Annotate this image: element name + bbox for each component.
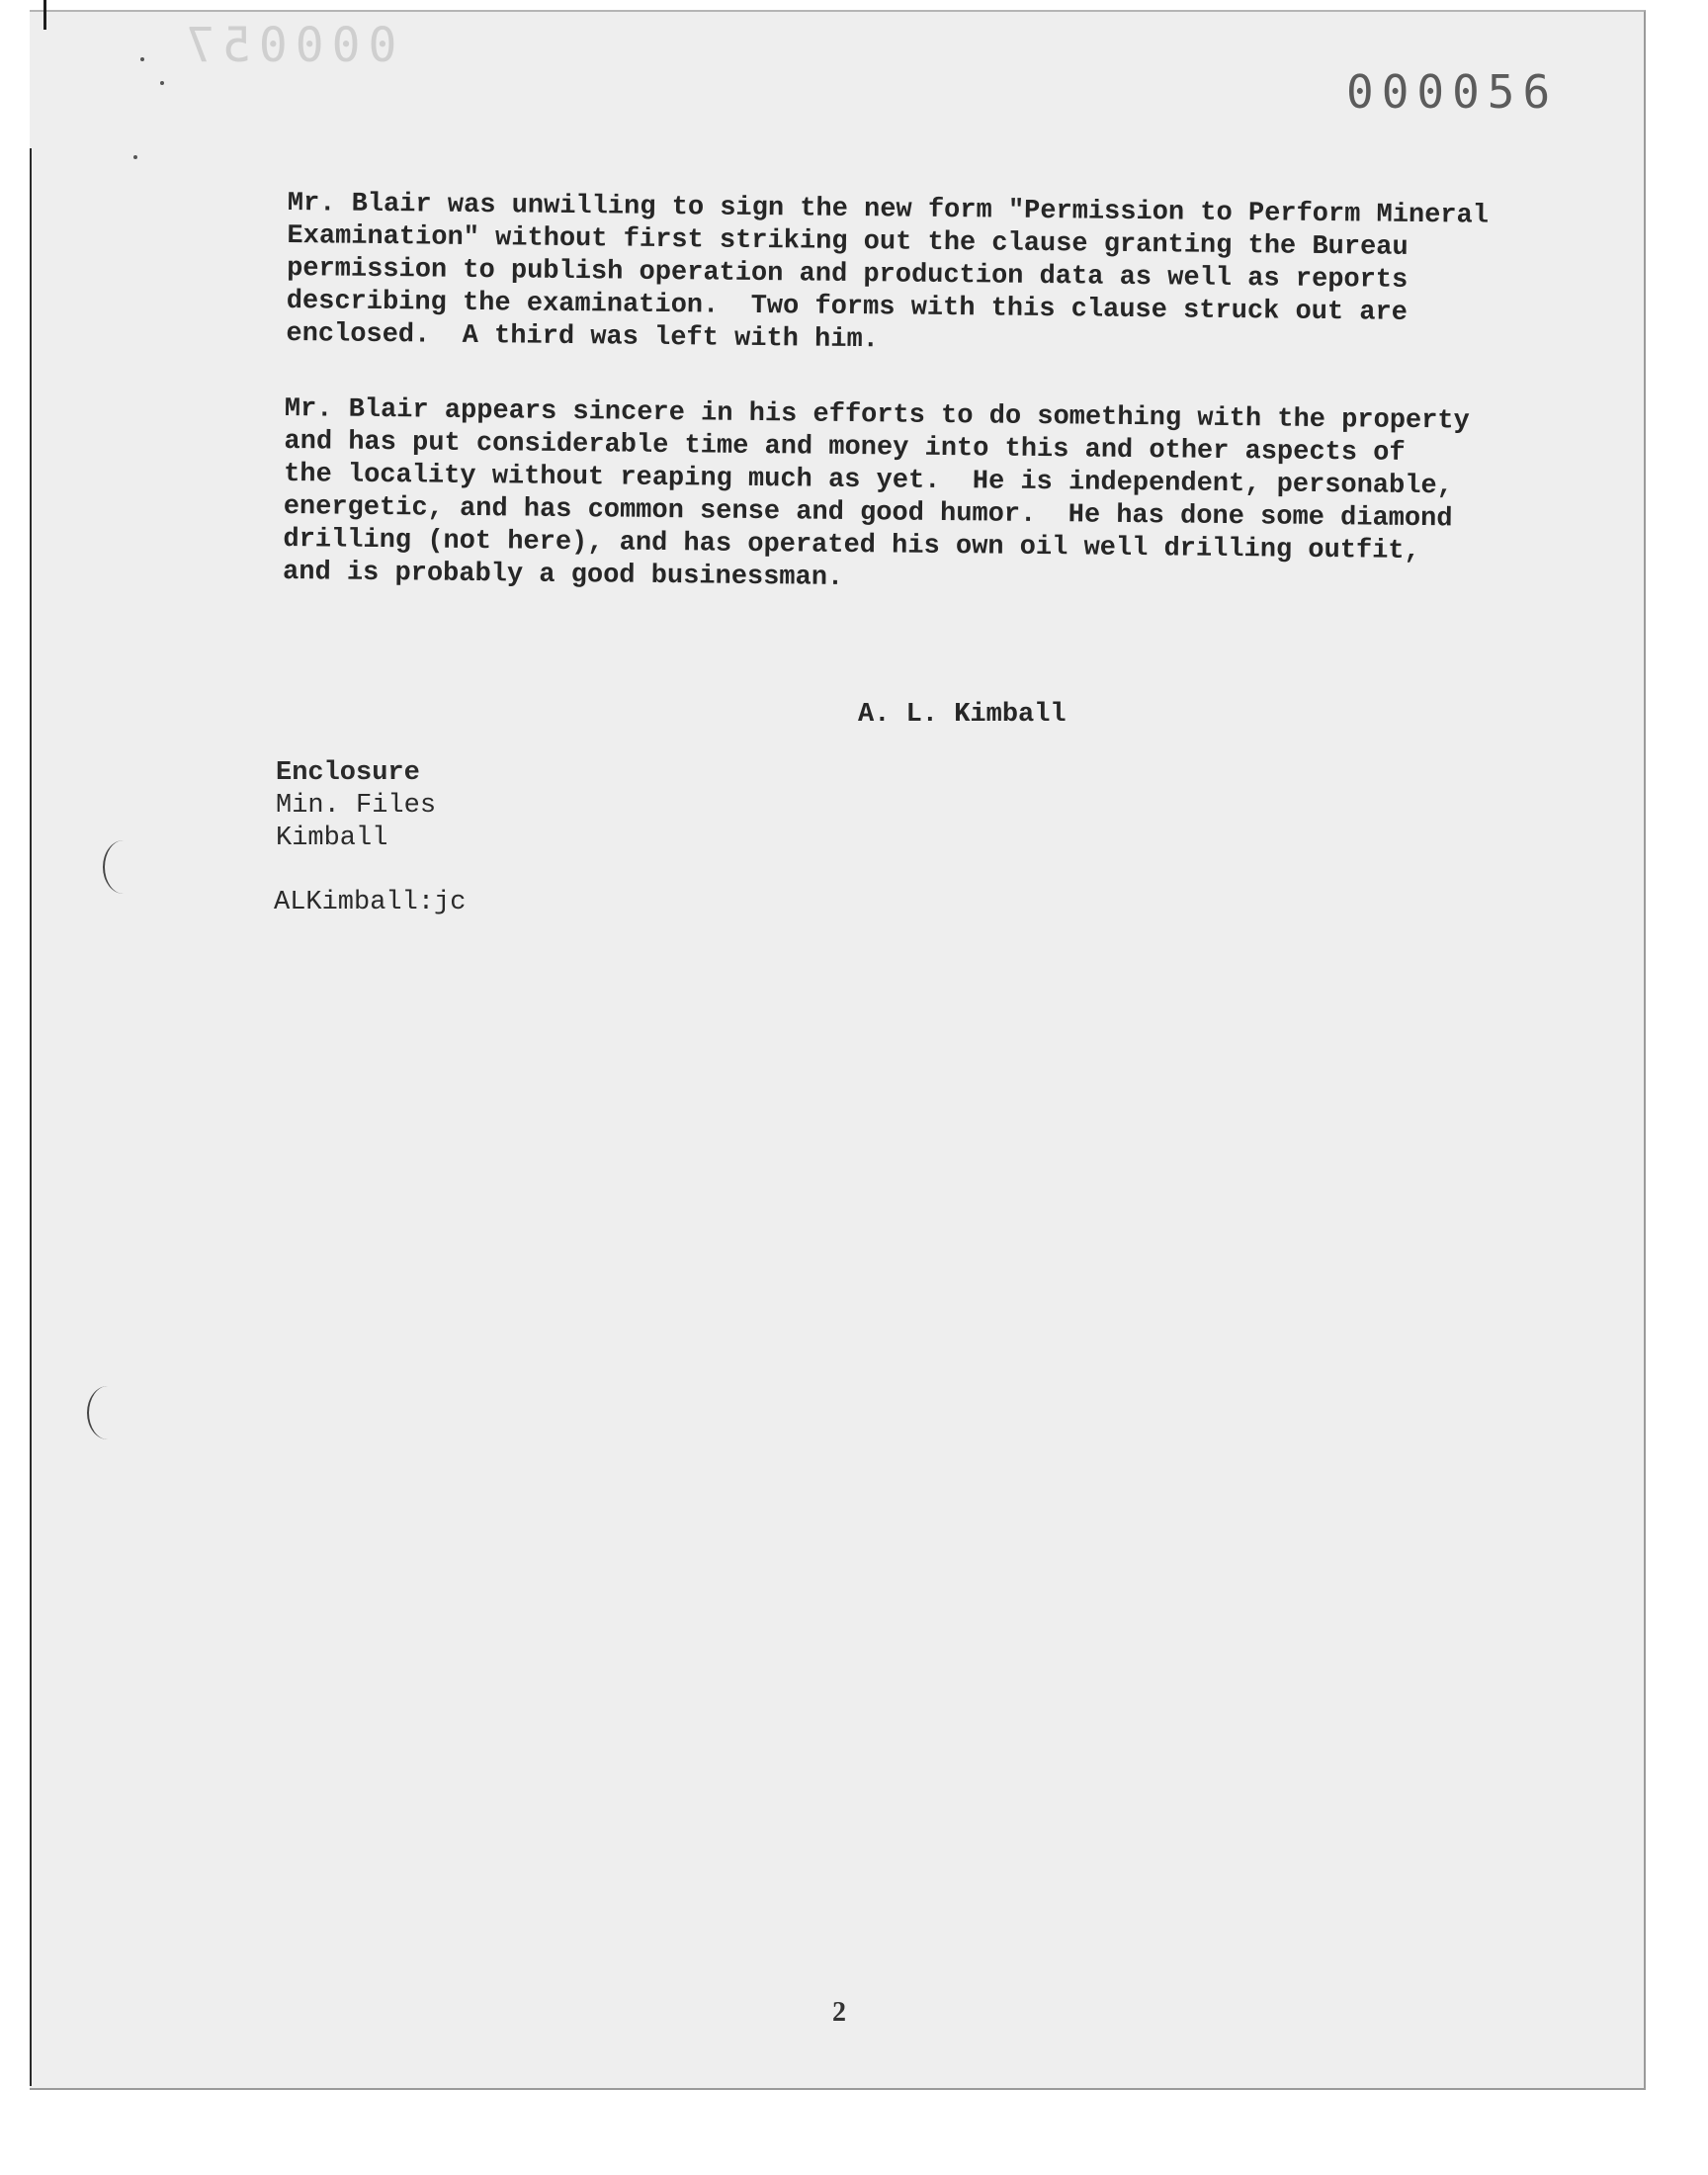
signature-name: A. L. Kimball xyxy=(858,700,1067,730)
scan-speck xyxy=(160,81,164,85)
enclosure-label: Enclosure xyxy=(276,758,420,788)
sheet-left-edge xyxy=(30,148,32,2086)
distribution-item: Kimball xyxy=(276,824,388,853)
bleed-through-number: 000057 xyxy=(178,18,397,73)
enclosure-distribution-block xyxy=(276,757,436,855)
scan-speck xyxy=(133,155,137,159)
scan-speck xyxy=(140,57,144,61)
document-reference-number: 000056 xyxy=(1346,65,1559,119)
paragraph-permission-form: Mr. Blair was unwilling to sign the new form "Permission to Perform Mineral Examination" without first striking out the clause granting the Bureau permission to publish operation and production data as well as reports describing the examination. Two forms with this clause struck out are enclosed. A third was left with him. xyxy=(286,188,1490,356)
page-number: 2 xyxy=(832,1997,846,2028)
punch-hole-mark xyxy=(103,840,144,894)
typist-initials: ALKimball:jc xyxy=(274,888,467,917)
distribution-item: Min. Files xyxy=(276,791,437,821)
punch-hole-mark xyxy=(87,1386,128,1439)
sheet-top-edge-mark xyxy=(43,0,46,30)
paragraph-blair-assessment: Mr. Blair appears sincere in his efforts to do something with the property and has put considerable time and money into this and other aspects of the locality without reaping much as yet. He is independent, personable, energetic, and has common sense and good humor. He has done some diamond drilling (not here), and has operated his own oil well drilling outfit, and is probably a good businessman. xyxy=(282,393,1470,593)
